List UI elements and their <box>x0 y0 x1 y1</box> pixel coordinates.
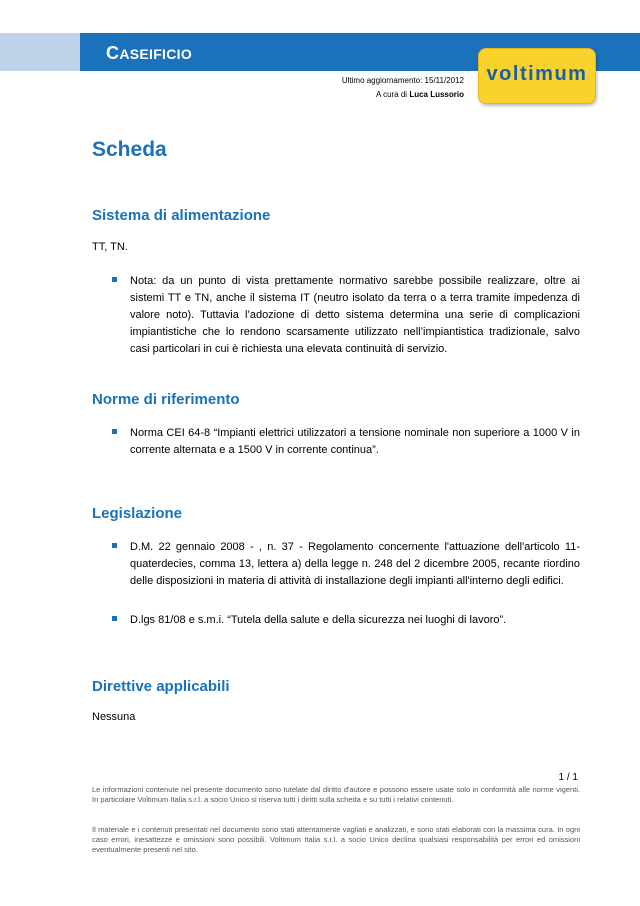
list-item <box>112 273 580 358</box>
list-item <box>112 425 580 459</box>
copyright-notice: Le informazioni contenute nel presente documento sono tutelate dal diritto d'autore e possono essere usate solo in conformità alle norme vigenti. In particolare Voltimum Italia s.r.l. a socio Unico si riserva tutti i diritti sulla scheda e su tutti i relativi contenuti. <box>92 785 580 804</box>
last-update: Ultimo aggiornamento: 15/11/2012 <box>341 76 464 85</box>
disclaimer-notice: Il materiale e i contenuti presentati nel documento sono stati attentamente vagliati e analizzati, e sono stati elaborati con la massima cura. In ogni caso errori, inesattezze e omissioni sono possibili. Voltimum Italia s.r.l. a socio Unico declina qualsiasi responsabilità per errori ed omissioni eventualmente presenti nel sito. <box>92 825 580 854</box>
bullet-marker <box>112 277 117 282</box>
bullet-marker <box>112 616 117 621</box>
title-initial: C <box>106 43 120 63</box>
section-heading-legislazione: Legislazione <box>92 505 183 522</box>
list-item-text: Nota: da un punto di vista prettamente normativo sarebbe possibile realizzare, oltre ai sistemi TT e TN, anche il sistema IT (neutro isolato da terra o a terra tramite impedenza di valore noto). Tuttavia l’adozione di detto sistema determina una serie di complicazioni impiantistiche che lo rendono scarsamente utilizzato nell’impiantistica tradizionale, salvo casi particolari in cui è richiesta una elevata continuità di servizio. <box>130 275 580 355</box>
document-category-title <box>106 33 192 71</box>
list-item <box>112 612 580 629</box>
bullet-marker <box>112 543 117 548</box>
list-item-text: Norma CEI 64-8 “Impianti elettrici utilizzatori a tensione nominale non superiore a 1000 V in corrente alternata e a 1500 V in corrente continua”. <box>130 427 580 456</box>
list-item-text: D.lgs 81/08 e s.m.i. “Tutela della salute e della sicurezza nei luoghi di lavoro”. <box>130 614 507 626</box>
title-rest: ASEIFICIO <box>119 46 193 62</box>
list-item-text: D.M. 22 gennaio 2008 - , n. 37 - Regolamento concernente l'attuazione dell'articolo 11-quaterdecies, comma 13, lettera a) della legge n. 248 del 2 dicembre 2005, recante riordino delle disposizioni in materia di attività di installazione degli impianti all'interno degli edifici. <box>130 541 580 587</box>
author-prefix: A cura di <box>375 90 410 99</box>
list-item <box>112 539 580 590</box>
page-title: Scheda <box>92 138 167 161</box>
voltimum-logo <box>478 48 596 104</box>
header-accent-bar <box>0 33 80 71</box>
section-heading-norme: Norme di riferimento <box>92 391 240 408</box>
direttive-text: Nessuna <box>92 711 136 723</box>
author-line <box>376 90 464 99</box>
section-heading-alimentazione: Sistema di alimentazione <box>92 207 271 224</box>
author-name: Luca Lussorio <box>409 90 464 99</box>
bullet-marker <box>112 429 117 434</box>
logo-text: voltimum <box>486 63 588 85</box>
section-heading-direttive: Direttive applicabili <box>92 678 230 695</box>
alimentazione-intro: TT, TN. <box>92 241 128 253</box>
page-number: 1 / 1 <box>558 772 578 783</box>
